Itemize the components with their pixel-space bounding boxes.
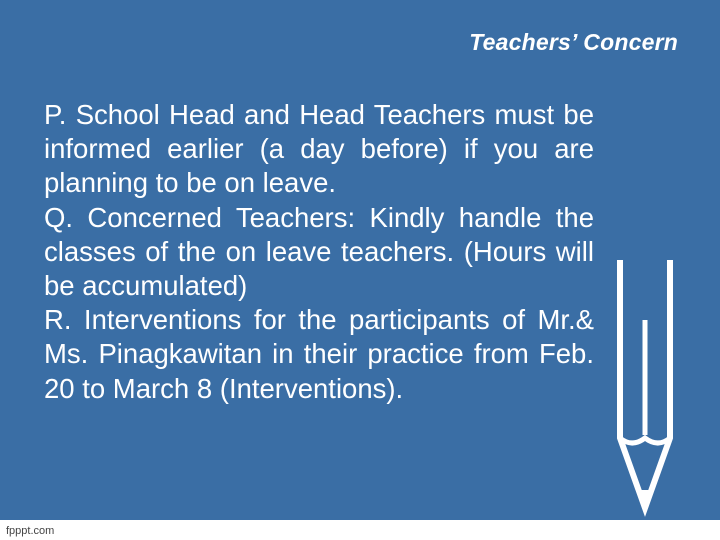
slide-title: Teachers’ Concern <box>469 29 678 55</box>
concern-item-r: R. Interventions for the participants of Mr.& Ms. Pinagkawitan in their practice from Feb. 20 to March 8 (Interventions). <box>44 304 594 404</box>
pencil-icon <box>600 260 690 520</box>
slide-body <box>44 98 594 406</box>
footer-watermark: fpppt.com <box>6 525 55 537</box>
concern-item-p: P. School Head and Head Teachers must be informed earlier (a day before) if you are planning to be on leave. <box>44 99 594 199</box>
concern-item-q: Q. Concerned Teachers: Kindly handle the classes of the on leave teachers. (Hours will be accumulated) <box>44 201 594 302</box>
